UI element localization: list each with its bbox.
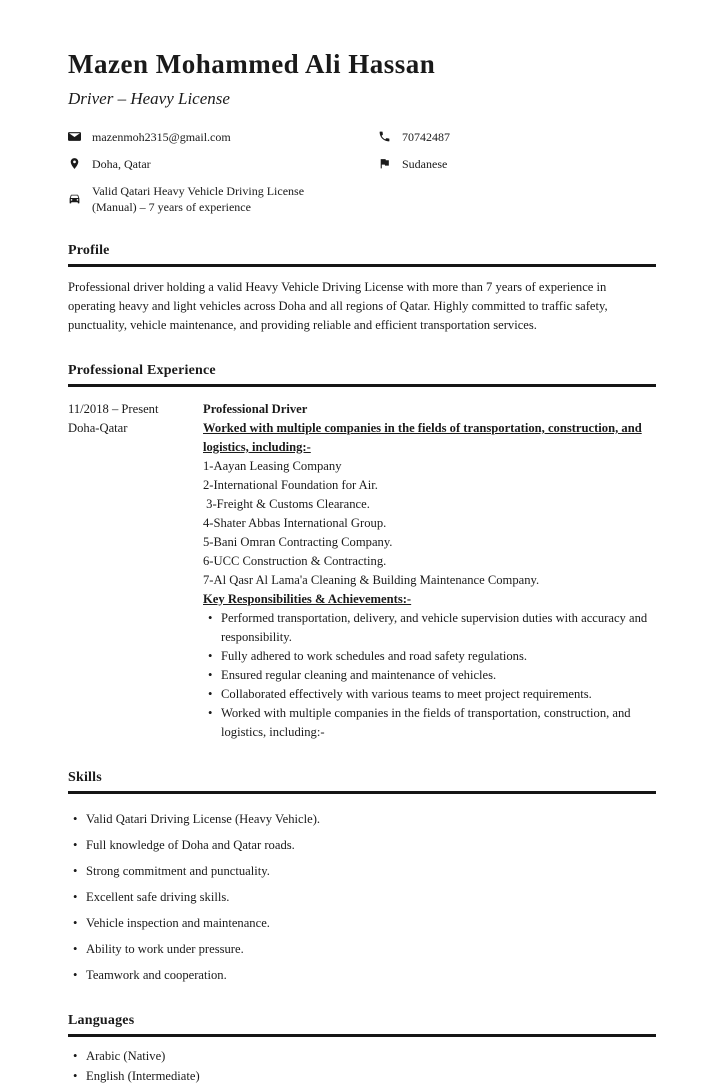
contact-email-value: mazenmoh2315@gmail.com [92,129,231,144]
experience-heading: Professional Experience [68,363,656,387]
company-item: 1-Aayan Leasing Company [203,458,342,473]
experience-company-list [203,457,656,590]
languages-list [68,1047,656,1086]
responsibility-item: • Collaborated effectively with various teams to meet project requirements. [221,685,656,704]
contact-section [68,129,656,215]
car-icon [68,192,81,205]
skills-list [68,810,656,985]
experience-details [203,400,656,742]
experience-responsibilities-list [203,609,656,742]
language-item: • Arabic (Native) [86,1047,656,1066]
languages-heading: Languages [68,1013,656,1037]
skills-heading: Skills [68,770,656,794]
location-pin-icon [68,157,81,170]
contact-phone-value: 70742487 [402,129,450,144]
experience-dates: 11/2018 – Present [68,401,159,416]
contact-phone [378,129,656,145]
profile-heading: Profile [68,243,656,267]
responsibility-item: • Performed transportation, delivery, and vehicle supervision duties with accuracy and responsibility. [221,609,656,647]
experience-companies-intro: Worked with multiple companies in the fields of transportation, construction, and logistics, including:- [203,420,642,454]
skill-item: • Vehicle inspection and maintenance. [86,914,656,933]
skill-item: • Valid Qatari Driving License (Heavy Vehicle). [86,810,656,829]
job-headline: Driver – Heavy License [68,88,230,108]
flag-icon [378,157,391,170]
experience-entry [68,400,656,742]
profile-section [68,243,656,335]
person-name: Mazen Mohammed Ali Hassan [68,49,436,79]
responsibility-item: • Fully adhered to work schedules and road safety regulations. [221,647,656,666]
contact-nationality-value: Sudanese [402,156,448,171]
company-item: 6-UCC Construction & Contracting. [203,553,387,568]
skill-item: • Full knowledge of Doha and Qatar roads. [86,836,656,855]
skill-item: • Ability to work under pressure. [86,940,656,959]
responsibility-item: • Worked with multiple companies in the fields of transportation, construction, and logistics, including:- [221,704,656,742]
skills-section [68,770,656,985]
contact-license-value: Valid Qatari Heavy Vehicle Driving License (Manual) – 7 years of experience [92,183,305,214]
envelope-icon [68,130,81,143]
contact-email [68,129,378,145]
company-item: 3-Freight & Customs Clearance. [203,496,370,511]
skill-item: • Excellent safe driving skills. [86,888,656,907]
skill-item: • Teamwork and cooperation. [86,966,656,985]
language-item: • English (Intermediate) [86,1067,656,1086]
responsibility-item: • Ensured regular cleaning and maintenance of vehicles. [221,666,656,685]
experience-meta [68,400,203,742]
company-item: 5-Bani Omran Contracting Company. [203,534,393,549]
skill-item: • Strong commitment and punctuality. [86,862,656,881]
experience-responsibilities-heading: Key Responsibilities & Achievements:- [203,591,412,606]
contact-license [68,183,378,215]
contact-location [68,156,378,172]
phone-icon [378,130,391,143]
company-item: 7-Al Qasr Al Lama'a Cleaning & Building Maintenance Company. [203,572,540,587]
experience-job-title: Professional Driver [203,401,308,416]
experience-location: Doha-Qatar [68,420,128,435]
company-item: 4-Shater Abbas International Group. [203,515,387,530]
experience-section [68,363,656,742]
contact-location-value: Doha, Qatar [92,156,151,171]
profile-summary: Professional driver holding a valid Heavy Vehicle Driving License with more than 7 years of experience in operating heavy and light vehicles across Doha and all regions of Qatar. Highly committed to traffic safety, punctuality, vehicle maintenance, and providing reliable and efficient transportation services. [68,279,608,332]
company-item: 2-International Foundation for Air. [203,477,378,492]
contact-nationality [378,156,656,172]
